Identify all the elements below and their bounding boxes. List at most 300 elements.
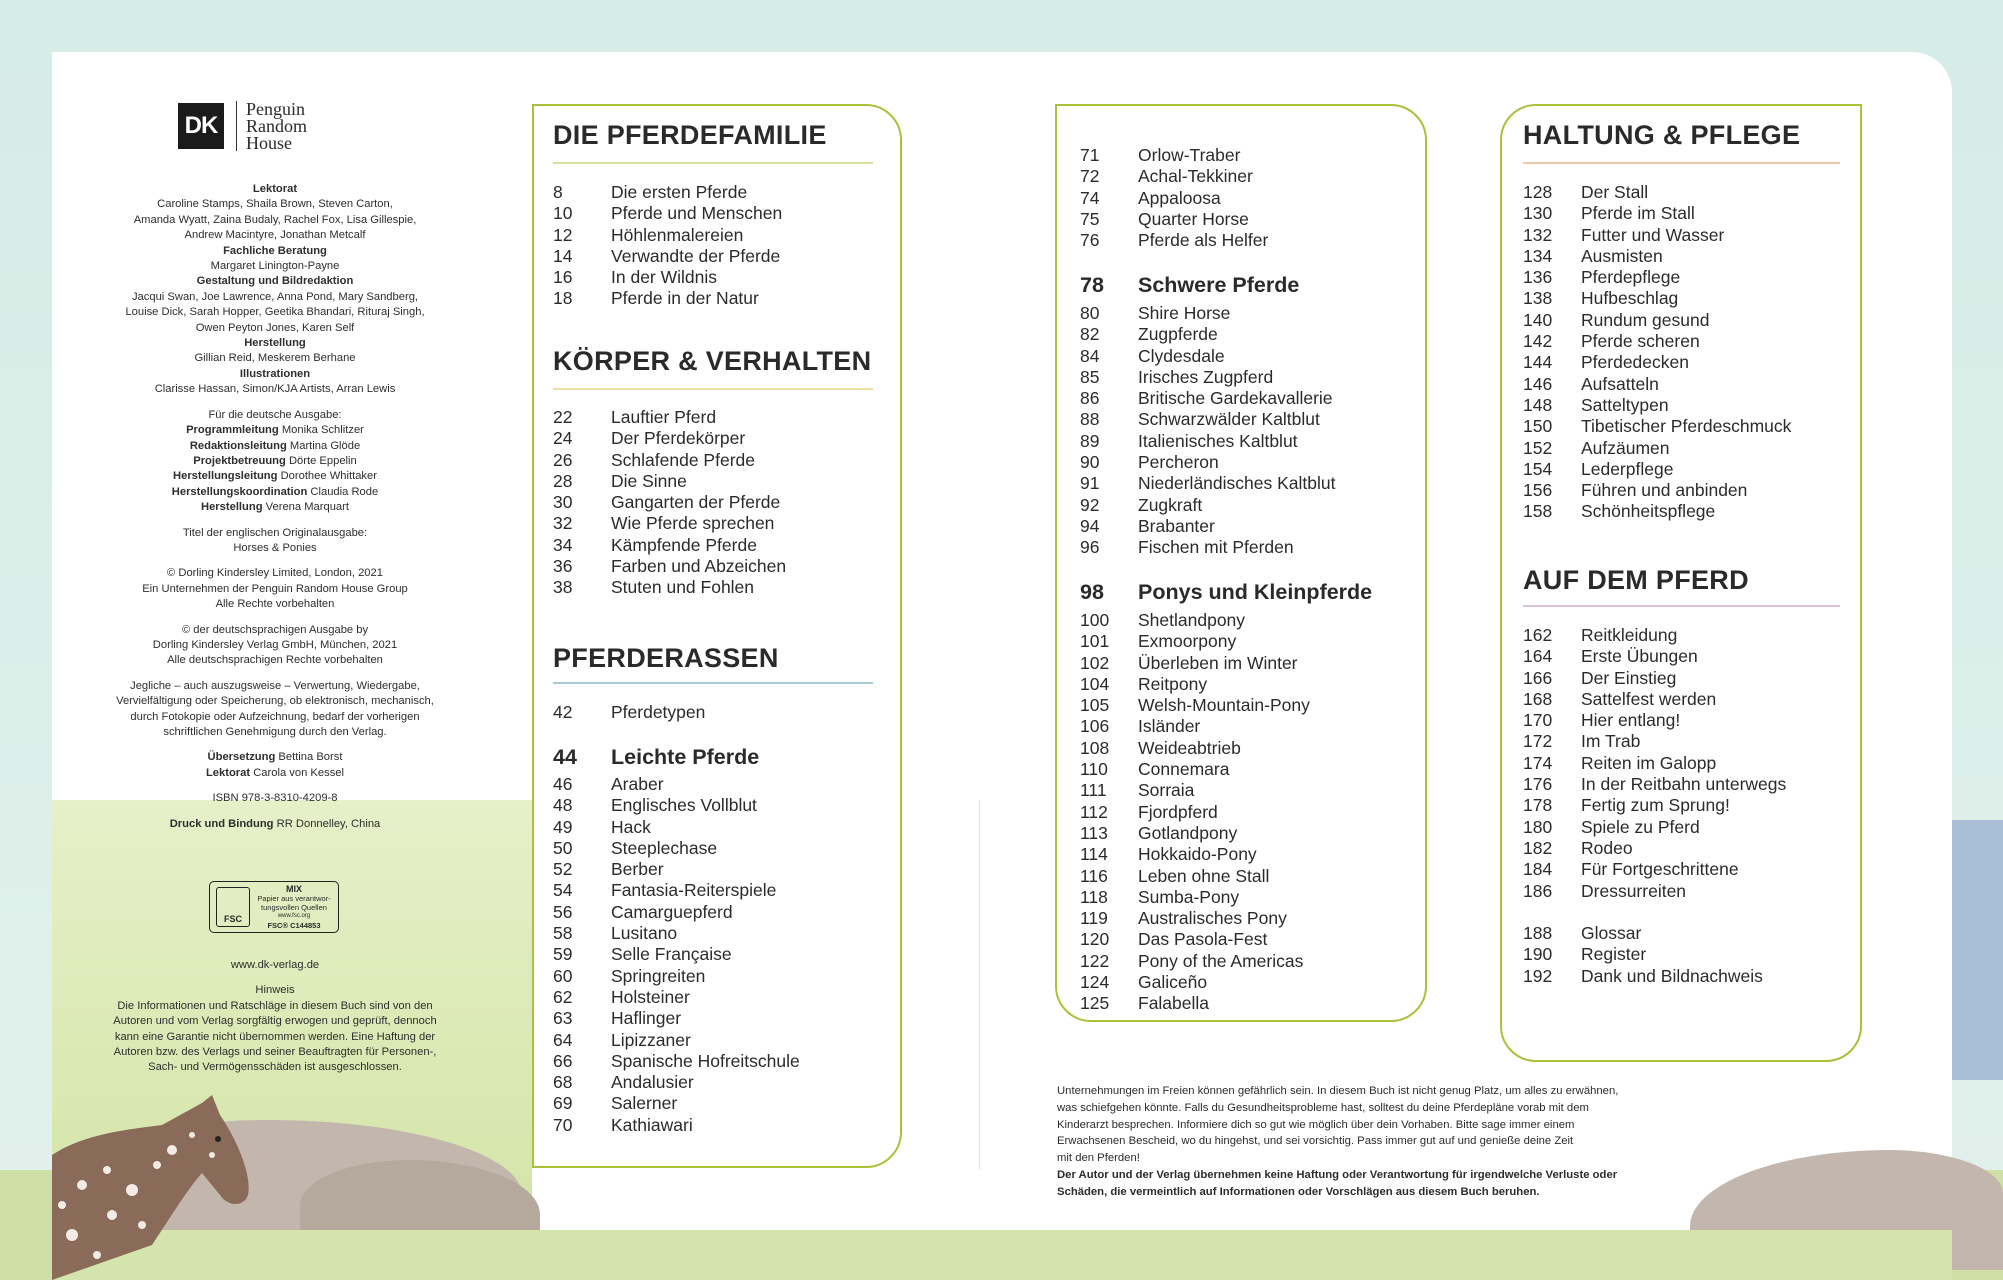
toc-page-number: 111 [1080, 780, 1107, 801]
publisher-name [246, 98, 307, 153]
toc-page-number: 102 [1080, 652, 1110, 673]
toc-entry [553, 225, 782, 246]
toc-entry [553, 513, 786, 534]
toc-entry-title: Ausmisten [1581, 245, 1663, 266]
toc-entry [553, 987, 800, 1008]
imprint-line: Caroline Stamps, Shaila Brown, Steven Carton, [157, 198, 393, 211]
toc-entry-title: Araber [611, 774, 664, 794]
toc-page-number: 180 [1523, 816, 1553, 837]
toc-entry-title: Gotlandpony [1138, 822, 1238, 843]
toc-page-number: 52 [553, 859, 573, 880]
toc-page-number: 86 [1080, 388, 1100, 409]
fsc-text [256, 885, 332, 930]
toc-entry [1080, 346, 1335, 367]
toc-entry [1080, 388, 1335, 409]
toc-entry-title: Führen und anbinden [1581, 480, 1748, 501]
toc-page-number: 110 [1080, 759, 1108, 780]
toc-entry-title: Percheron [1138, 452, 1219, 473]
credit-heading: Gestaltung und Bildredaktion [196, 275, 354, 288]
toc-page-number: 140 [1523, 309, 1553, 330]
toc-list [1523, 923, 1763, 987]
toc-page-number: 89 [1080, 430, 1100, 451]
toc-entry-title: Im Trab [1581, 731, 1641, 752]
credit-name: Martina Glöde [286, 439, 361, 452]
toc-entry-title: Zugkraft [1138, 494, 1203, 515]
toc-entry [1523, 438, 1791, 459]
imprint-credit-line [100, 423, 450, 438]
toc-page-number: 91 [1080, 473, 1100, 494]
imprint-credit-line [100, 454, 450, 469]
toc-entry-title: Satteltypen [1581, 394, 1669, 415]
toc-entry [1080, 780, 1310, 801]
toc-entry [553, 246, 782, 267]
toc-entry [553, 577, 786, 598]
credit-name: Monika Schlitzer [278, 424, 364, 437]
toc-entry [1523, 374, 1791, 395]
toc-page-number: 178 [1523, 795, 1553, 816]
toc-entry-title: Steeplechase [611, 837, 718, 858]
toc-page-number: 14 [553, 245, 573, 266]
section-title: AUF DEM PFERD [1523, 565, 1749, 595]
toc-entry-title: Haflinger [611, 1008, 682, 1029]
toc-page-number: 144 [1523, 352, 1553, 373]
toc-page-number: 182 [1523, 837, 1553, 858]
toc-page-number: 88 [1080, 409, 1100, 430]
imprint-line: Amanda Wyatt, Zaina Budaly, Rachel Fox, Lisa Gillespie, [133, 213, 417, 226]
toc-entry-title: Englisches Vollblut [611, 795, 757, 816]
toc-entry-title: Kämpfende Pferde [611, 534, 757, 555]
toc-entry-title: Fantasia-Reiterspiele [611, 880, 777, 901]
fsc-line: tungsvollen Quellen [261, 902, 327, 912]
imprint-line: Horses & Ponies [233, 541, 317, 554]
toc-entry [1523, 246, 1791, 267]
toc-page-number: 142 [1523, 331, 1553, 352]
toc-entry [553, 795, 800, 816]
credit-heading: Fachliche Beratung [223, 244, 327, 257]
toc-entry [1080, 409, 1335, 430]
toc-page-number: 120 [1080, 929, 1110, 950]
toc-page-number: 36 [553, 556, 573, 577]
publisher-website: www.dk-verlag.de [230, 959, 320, 971]
toc-list [1080, 145, 1268, 251]
toc-entry [1080, 844, 1310, 865]
toc-entry-title: Holsteiner [611, 986, 690, 1007]
logo-divider [236, 101, 237, 151]
toc-entry-title: Dressurreiten [1581, 880, 1687, 901]
toc-subsection [553, 745, 759, 770]
spacer [100, 516, 450, 526]
toc-entry [553, 407, 786, 428]
toc-entry-title: Australisches Pony [1138, 908, 1287, 929]
toc-page-number: 118 [1080, 886, 1108, 907]
toc-entry [1080, 367, 1335, 388]
subsection-page: 44 [553, 745, 577, 769]
horse-illustration [52, 1095, 252, 1280]
toc-entry [553, 902, 800, 923]
page-spine [979, 800, 980, 1170]
toc-entry [553, 450, 786, 471]
toc-entry-title: Register [1581, 944, 1647, 965]
spacer [100, 781, 450, 791]
toc-entry-title: Pferdepflege [1581, 267, 1681, 288]
credit-name: Dörte Eppelin [285, 454, 357, 467]
imprint-line: Alle deutschsprachigen Rechte vorbehalten [167, 654, 383, 667]
toc-list [1523, 625, 1786, 902]
toc-entry-title: Pferde und Menschen [611, 203, 783, 224]
safety-disclaimer [1057, 1083, 1697, 1201]
toc-entry-title: Lauftier Pferd [611, 407, 717, 427]
toc-page-number: 188 [1523, 923, 1553, 943]
toc-entry [553, 471, 786, 492]
toc-list [1523, 182, 1791, 523]
toc-entry-title: Farben und Abzeichen [611, 556, 787, 577]
toc-entry [1080, 738, 1310, 759]
toc-entry [1080, 324, 1335, 345]
imprint-line: Für die deutsche Ausgabe: [208, 408, 342, 421]
toc-page-number: 136 [1523, 267, 1553, 288]
credit-role: Redaktionsleitung [189, 439, 287, 452]
toc-entry-title: Aufsatteln [1581, 373, 1659, 394]
toc-entry [1523, 182, 1791, 203]
toc-entry-title: Sorraia [1138, 780, 1195, 801]
toc-entry [1080, 452, 1335, 473]
toc-entry-title: Für Fortgeschrittene [1581, 859, 1739, 880]
spacer [100, 669, 450, 679]
toc-entry-title: Das Pasola-Fest [1138, 929, 1268, 950]
toc-list [553, 182, 782, 310]
toc-entry [1080, 188, 1268, 209]
toc-entry [1080, 610, 1310, 631]
toc-entry-title: Hufbeschlag [1581, 288, 1679, 309]
fsc-mix: MIX [285, 883, 302, 894]
toc-entry-title: Irisches Zugpferd [1138, 366, 1274, 387]
toc-entry-title: Exmoorpony [1138, 631, 1237, 652]
imprint-line: Ein Unternehmen der Penguin Random House Group [142, 582, 408, 595]
toc-entry [1523, 331, 1791, 352]
toc-entry-title: Spiele zu Pferd [1581, 816, 1700, 837]
toc-entry [553, 1072, 800, 1093]
note-title: Hinweis [255, 984, 295, 997]
subsection-title: Schwere Pferde [1138, 273, 1300, 297]
toc-page-number: 82 [1080, 324, 1100, 345]
toc-page-number: 158 [1523, 501, 1553, 522]
toc-entry-title: Lipizzaner [611, 1029, 691, 1050]
toc-page-number: 75 [1080, 208, 1100, 229]
toc-entry-title: Tibetischer Pferdeschmuck [1581, 416, 1792, 437]
toc-entry-title: Zugpferde [1138, 324, 1218, 345]
toc-page-number: 28 [553, 470, 573, 491]
toc-entry-title: Appaloosa [1138, 187, 1221, 208]
toc-page-number: 68 [553, 1072, 573, 1093]
toc-entry-title: Berber [611, 859, 664, 880]
imprint-line: Jegliche – auch auszugsweise – Verwertung, Wiedergabe, [130, 679, 420, 692]
imprint-credit-line [100, 439, 450, 454]
toc-page-number: 69 [553, 1093, 573, 1114]
toc-entry-title: Pferde scheren [1581, 331, 1700, 352]
toc-entry [1523, 668, 1786, 689]
toc-entry-title: Weideabtrieb [1138, 737, 1241, 758]
toc-page-number: 113 [1080, 822, 1108, 843]
disclaimer-line: mit den Pferden! [1057, 1152, 1140, 1165]
toc-entry-title: Schlafende Pferde [611, 449, 755, 470]
toc-page-number: 32 [553, 513, 573, 534]
toc-entry-title: Fjordpferd [1138, 801, 1218, 822]
toc-page-number: 70 [553, 1114, 573, 1135]
toc-page-number: 48 [553, 795, 573, 816]
toc-entry-title: Futter und Wasser [1581, 224, 1725, 245]
toc-entry-title: Lusitano [611, 923, 678, 944]
toc-entry-title: Rodeo [1581, 837, 1633, 858]
toc-entry-title: Pferdedecken [1581, 352, 1689, 373]
toc-page-number: 128 [1523, 182, 1553, 202]
toc-entry [553, 702, 705, 723]
toc-entry-title: Pferde im Stall [1581, 203, 1695, 224]
note-line: Die Informationen und Ratschläge in diesem Buch sind von den [117, 999, 433, 1012]
toc-page-number: 24 [553, 428, 573, 449]
section-rule [1523, 162, 1840, 164]
spacer [100, 807, 450, 817]
imprint-credit-line [100, 485, 450, 500]
toc-entry [1080, 866, 1310, 887]
toc-page-number: 85 [1080, 366, 1100, 387]
toc-entry [1523, 795, 1786, 816]
toc-entry [1080, 823, 1310, 844]
toc-page-number: 12 [553, 224, 573, 245]
toc-page-number: 46 [553, 774, 573, 794]
toc-entry [1080, 759, 1310, 780]
toc-page-number: 76 [1080, 230, 1100, 251]
toc-page-number: 30 [553, 492, 573, 513]
toc-entry-title: Springreiten [611, 965, 706, 986]
note-line: Autoren und vom Verlag sorgfältig erwogen und geprüft, dennoch [113, 1015, 437, 1028]
spacer [100, 556, 450, 566]
toc-entry [553, 267, 782, 288]
toc-entry [1080, 972, 1310, 993]
spacer [100, 398, 450, 408]
toc-entry-title: Shetlandpony [1138, 610, 1246, 630]
toc-entry-title: In der Reitbahn unterwegs [1581, 774, 1787, 795]
toc-page-number: 152 [1523, 437, 1553, 458]
toc-entry [1080, 209, 1268, 230]
fsc-url: www.fsc.org [277, 912, 311, 919]
spacer [100, 740, 450, 750]
fsc-tree-icon: FSC [216, 887, 250, 927]
credit-role: Druck und Bindung [169, 817, 274, 830]
toc-entry-title: Pferdetypen [611, 702, 706, 722]
toc-page-number: 50 [553, 837, 573, 858]
imprint-line: Owen Peyton Jones, Karen Self [195, 321, 355, 334]
toc-page-number: 148 [1523, 394, 1553, 415]
toc-page-number: 54 [553, 880, 573, 901]
toc-entry [553, 817, 800, 838]
imprint-line: ISBN 978-3-8310-4209-8 [212, 792, 338, 805]
publisher-name-line: House [246, 132, 292, 153]
toc-page-number: 186 [1523, 880, 1553, 901]
imprint-line: Titel der englischen Originalausgabe: [182, 526, 368, 539]
toc-page-number: 62 [553, 986, 573, 1007]
toc-entry [1080, 145, 1268, 166]
imprint-line: Jacqui Swan, Joe Lawrence, Anna Pond, Mary Sandberg, [131, 290, 419, 303]
toc-entry-title: Reiten im Galopp [1581, 752, 1717, 773]
toc-page-number: 74 [1080, 187, 1100, 208]
imprint-line: Vervielfältigung oder Speicherung, ob elektronisch, mechanisch, [116, 695, 434, 708]
dk-logo [178, 99, 307, 153]
toc-entry-title: Andalusier [611, 1072, 694, 1093]
toc-entry [1523, 731, 1786, 752]
toc-entry-title: Orlow-Traber [1138, 145, 1241, 165]
toc-entry-title: Selle Française [611, 944, 732, 965]
disclaimer-liability-line: Schäden, die vermeintlich auf Informationen oder Vorschlägen aus diesem Buch beruhen. [1057, 1185, 1540, 1198]
toc-entry [553, 923, 800, 944]
toc-entry [1523, 881, 1786, 902]
toc-entry-title: Aufzäumen [1581, 437, 1670, 458]
toc-entry [1080, 716, 1310, 737]
toc-page-number: 71 [1080, 145, 1100, 165]
toc-entry-title: Schwarzwälder Kaltblut [1138, 409, 1320, 430]
credit-role: Programmleitung [186, 424, 279, 437]
toc-entry-title: Reitpony [1138, 673, 1208, 694]
toc-page-number: 134 [1523, 245, 1553, 266]
toc-entry-title: Achal-Tekkiner [1138, 166, 1253, 187]
toc-entry [1523, 838, 1786, 859]
toc-page-number: 42 [553, 702, 573, 722]
toc-entry [553, 1008, 800, 1029]
toc-page-number: 63 [553, 1008, 573, 1029]
toc-entry [1080, 166, 1268, 187]
toc-page-number: 58 [553, 923, 573, 944]
toc-entry-title: Kathiawari [611, 1114, 693, 1135]
credit-name: Verena Marquart [262, 501, 349, 514]
toc-entry-title: Camarguepferd [611, 901, 733, 922]
toc-page-number: 10 [553, 203, 573, 224]
toc-entry [1080, 303, 1335, 324]
toc-page-number: 26 [553, 449, 573, 470]
toc-entry-title: Galiceño [1138, 972, 1208, 993]
section-rule [553, 682, 873, 684]
toc-page-number: 92 [1080, 494, 1100, 515]
toc-entry [553, 859, 800, 880]
toc-list [553, 407, 786, 599]
toc-entry [553, 1030, 800, 1051]
imprint-credit-line [100, 469, 450, 484]
toc-entry [553, 944, 800, 965]
toc-entry [1523, 203, 1791, 224]
toc-entry-title: Überleben im Winter [1138, 652, 1298, 673]
section-title: HALTUNG & PFLEGE [1523, 120, 1801, 150]
imprint-line: Dorling Kindersley Verlag GmbH, München, 2021 [152, 638, 398, 651]
toc-entry-title: Der Pferdekörper [611, 428, 746, 449]
toc-entry [553, 838, 800, 859]
toc-page-number: 125 [1080, 993, 1110, 1014]
toc-list [1080, 303, 1335, 559]
credit-role: Übersetzung [207, 751, 276, 764]
toc-page-number: 172 [1523, 731, 1553, 752]
toc-page-number: 16 [553, 267, 573, 288]
toc-entry [1523, 267, 1791, 288]
toc-entry-title: Hier entlang! [1581, 710, 1681, 731]
toc-page-number: 168 [1523, 688, 1553, 709]
imprint-line: © der deutschsprachigen Ausgabe by [181, 623, 369, 636]
toc-entry [553, 1093, 800, 1114]
toc-entry [1523, 646, 1786, 667]
toc-page-number: 90 [1080, 452, 1100, 473]
toc-entry-title: Der Stall [1581, 182, 1649, 202]
toc-entry-title: Sumba-Pony [1138, 886, 1240, 907]
toc-list [553, 702, 705, 723]
toc-page-number: 164 [1523, 646, 1553, 667]
toc-entry-title: Pony of the Americas [1138, 950, 1304, 971]
toc-entry-title: Erste Übungen [1581, 646, 1698, 667]
toc-entry-title: Leben ohne Stall [1138, 865, 1270, 886]
toc-page-number: 112 [1080, 801, 1108, 822]
credit-role: Herstellungskoordination [171, 485, 308, 498]
subsection-title: Ponys und Kleinpferde [1138, 580, 1373, 604]
toc-page-number: 80 [1080, 303, 1100, 323]
toc-entry [1080, 908, 1310, 929]
toc-page-number: 156 [1523, 480, 1553, 501]
toc-entry-title: Schönheitspflege [1581, 501, 1716, 522]
credit-name: Dorothee Whittaker [277, 470, 377, 483]
credit-role: Projektbetreuung [193, 454, 286, 467]
toc-entry-title: Fertig zum Sprung! [1581, 795, 1730, 816]
toc-page-number: 100 [1080, 610, 1110, 630]
toc-entry-title: Gangarten der Pferde [611, 492, 781, 513]
meadow-illustration [52, 1230, 1952, 1280]
toc-page-number: 192 [1523, 965, 1553, 986]
toc-entry [1523, 416, 1791, 437]
dk-logo-mark: DK [178, 103, 224, 149]
toc-entry-title: Verwandte der Pferde [611, 245, 781, 266]
toc-entry-title: Clydesdale [1138, 345, 1225, 366]
toc-list [553, 774, 800, 1136]
note-text [100, 999, 450, 1076]
toc-page-number: 154 [1523, 458, 1553, 479]
toc-page-number: 176 [1523, 774, 1553, 795]
toc-page-number: 59 [553, 944, 573, 965]
fsc-line: Papier aus verantwor- [257, 893, 331, 903]
toc-entry [1080, 993, 1310, 1014]
credit-name: Carola von Kessel [250, 766, 345, 779]
imprint-line: Andrew Macintyre, Jonathan Metcalf [184, 229, 366, 242]
toc-entry [1523, 753, 1786, 774]
toc-entry [1523, 352, 1791, 373]
imprint-credit-line [100, 500, 450, 515]
imprint-credit-line [100, 817, 450, 832]
toc-entry [553, 492, 786, 513]
toc-entry-title: Quarter Horse [1138, 208, 1249, 229]
toc-entry [1080, 929, 1310, 950]
imprint-credits [100, 182, 450, 832]
toc-entry-title: Lederpflege [1581, 458, 1674, 479]
toc-entry-title: Die Sinne [611, 470, 687, 491]
toc-entry-title: Rundum gesund [1581, 309, 1710, 330]
toc-page-number: 119 [1080, 908, 1108, 929]
toc-entry [1080, 473, 1335, 494]
toc-entry-title: Stuten und Fohlen [611, 577, 755, 598]
toc-page-number: 190 [1523, 944, 1553, 965]
toc-entry [1523, 501, 1791, 522]
imprint-credit-line [100, 750, 450, 765]
toc-entry [1523, 459, 1791, 480]
toc-page-number: 184 [1523, 859, 1553, 880]
section-rule [553, 162, 873, 164]
toc-page-number: 101 [1080, 631, 1110, 652]
credit-name: Claudia Rode [307, 485, 379, 498]
imprint-footer [100, 958, 450, 1076]
toc-entry [1523, 310, 1791, 331]
credit-role: Lektorat [205, 766, 251, 779]
toc-entry-title: Sattelfest werden [1581, 688, 1717, 709]
